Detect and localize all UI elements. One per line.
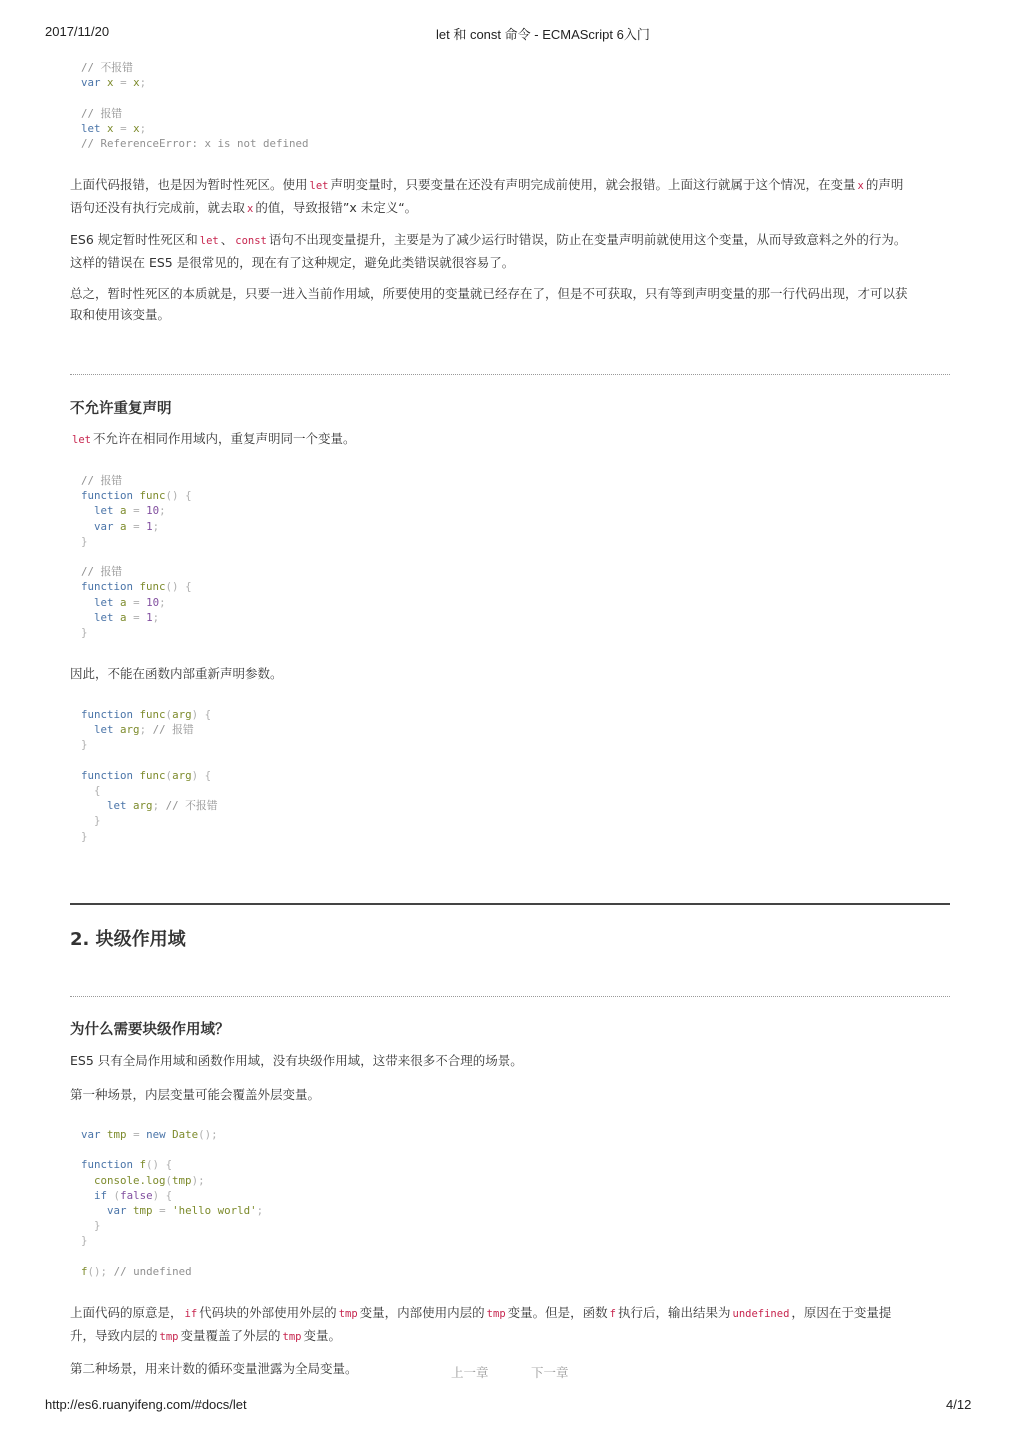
code-block-shadowing: var tmp = new Date(); function f() { console.log(tmp); if (false) { var tmp = 'hello world'; } } f(); // undefined	[81, 1128, 264, 1278]
print-date: 2017/11/20	[45, 24, 110, 39]
paragraph-tdz-explain: 上面代码报错，也是因为暂时性死区。使用 let 声明变量时，只要变量在还没有声明完成前使用，就会报错。上面这行就属于这个情况，在变量 x 的声明 语句还没有执行完成前，就去取 x 的值，导致报错”x 未定义“。	[70, 177, 904, 215]
code-block-tdz: // 不报错 var x = x; // 报错 let x = x; // ReferenceError: x is not defined	[81, 61, 309, 151]
section-divider	[70, 374, 950, 375]
heading-no-redeclare: 不允许重复声明	[70, 401, 172, 417]
paragraph-scenario-one: 第一种场景，内层变量可能会覆盖外层变量。	[70, 1087, 321, 1102]
paragraph-scenario-two: 第二种场景，用来计数的循环变量泄露为全局变量。	[70, 1361, 358, 1376]
paragraph-tdz-summary: 总之，暂时性死区的本质就是，只要一进入当前作用域，所要使用的变量就已经存在了，但是不可获取，只有等到声明变量的那一行代码出现，才可以获 取和使用该变量。	[70, 286, 908, 322]
print-title: let 和 const 命令 - ECMAScript 6入门	[436, 27, 650, 42]
section-divider-2	[70, 996, 950, 997]
next-chapter-link[interactable]: 下一章	[531, 1365, 569, 1380]
chapter-divider	[70, 903, 950, 905]
paragraph-es5-scopes: ES5 只有全局作用域和函数作用域，没有块级作用域，这带来很多不合理的场景。	[70, 1053, 523, 1068]
print-page-number: 4/12	[946, 1397, 972, 1412]
prev-chapter-link[interactable]: 上一章	[451, 1365, 489, 1380]
paragraph-no-redeclare: let 不允许在相同作用域内，重复声明同一个变量。	[72, 431, 356, 446]
paragraph-shadowing-explain: 上面代码的原意是， if 代码块的外部使用外层的 tmp 变量，内部使用内层的 tmp 变量。但是，函数 f 执行后，输出结果为 undefined ，原因在于变量提 升，导致内层的 tmp 变量覆盖了外层的 tmp 变量。	[70, 1305, 892, 1343]
paragraph-es6-rule: ES6 规定暂时性死区和 let 、 const 语句不出现变量提升，主要是为了减少运行时错误，防止在变量声明前就使用这个变量，从而导致意料之外的行为。 这样的错误在 ES5 是很常见的，现在有了这种规定，避免此类错误就很容易了。	[70, 232, 907, 270]
heading-why-block-scope: 为什么需要块级作用域？	[70, 1022, 230, 1038]
paragraph-param-redeclare: 因此，不能在函数内部重新声明参数。	[70, 666, 283, 681]
heading-block-scope: 2. 块级作用域	[70, 929, 186, 950]
code-block-params: function func(arg) { let arg; // 报错 } function func(arg) { { let arg; // 不报错 } }	[81, 708, 218, 843]
code-block-redeclare: // 报错 function func() { let a = 10; var a = 1; } // 报错 function func() { let a = 10; let a = 1; }	[81, 474, 192, 640]
print-url: http://es6.ruanyifeng.com/#docs/let	[45, 1397, 247, 1412]
